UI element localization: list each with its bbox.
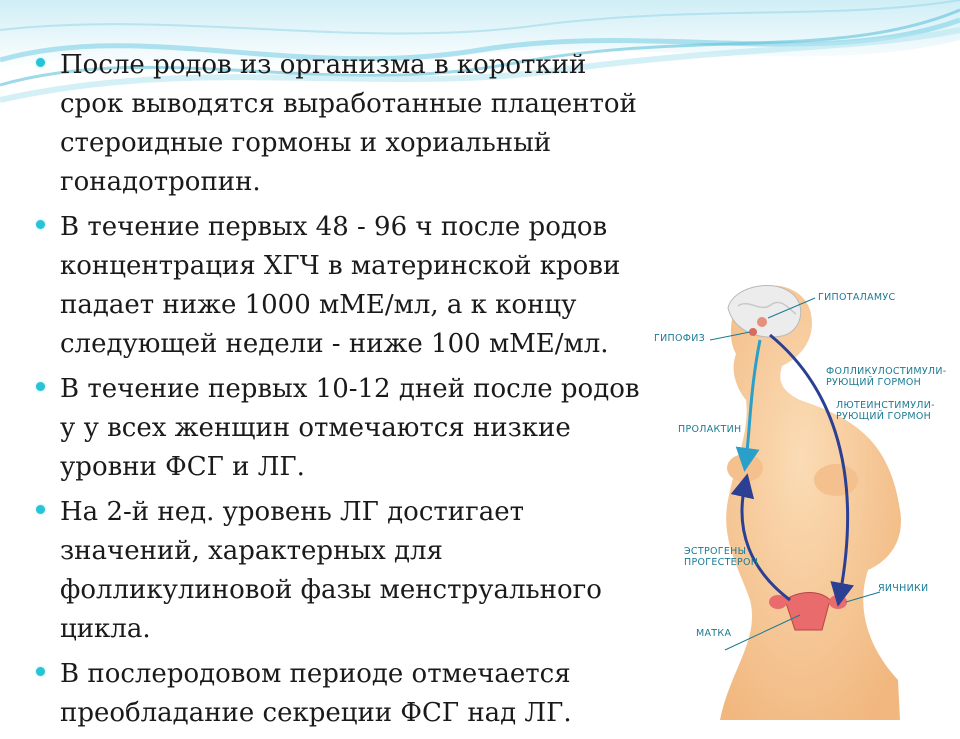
label-pituitary: ГИПОФИЗ [654,333,705,344]
bullet-item [34,208,654,364]
label-prolactin: ПРОЛАКТИН [678,424,742,435]
pituitary-marker [749,328,757,336]
label-hypothalamus: ГИПОТАЛАМУС [818,292,896,303]
bullet-item [34,493,654,649]
bullet-item [34,655,654,733]
label-estrogens: ЭСТРОГЕНЫ ПРОГЕСТЕРОН [684,546,759,568]
label-uterus: МАТКА [696,628,732,639]
bullet-text: В течение первых 10-12 дней после родов у у всех женщин отмечаются низкие уровни ФСГ и ЛГ. [60,374,640,482]
bullet-text: После родов из организма в короткий срок выводятся выработанные плацентой стероидные гормоны и хориальный гонадотропин. [60,50,637,197]
bullet-text: В течение первых 48 - 96 ч после родов концентрация ХГЧ в материнской крови падает ниже 1000 мМЕ/мл, а к концу следующей недели - ниже 100 мМЕ/мл. [60,212,621,359]
label-ovaries: ЯИЧНИКИ [878,583,929,594]
hormone-anatomy-figure [650,270,960,720]
ovary-right [829,595,847,609]
body-silhouette [720,285,901,720]
bullet-item [34,46,654,202]
bullet-text: В послеродовом периоде отмечается преобладание секреции ФСГ над ЛГ. [60,659,572,728]
bullet-list [34,46,654,739]
bullet-item [34,370,654,487]
label-fsh: ФОЛЛИКУЛОСТИМУЛИ- РУЮЩИЙ ГОРМОН [826,366,947,388]
bullet-dot-icon [34,655,60,694]
bullet-dot-icon [34,493,60,532]
hypothalamus-marker [757,317,767,327]
bullet-dot-icon [34,46,60,85]
bullet-dot-icon [34,208,60,247]
bullet-dot-icon [34,370,60,409]
label-lh: ЛЮТЕИНСТИМУЛИ- РУЮЩИЙ ГОРМОН [836,400,935,422]
breast-shape [814,464,858,496]
bullet-text: На 2-й нед. уровень ЛГ достигает значений, характерных для фолликулиновой фазы менструального цикла. [60,497,602,644]
